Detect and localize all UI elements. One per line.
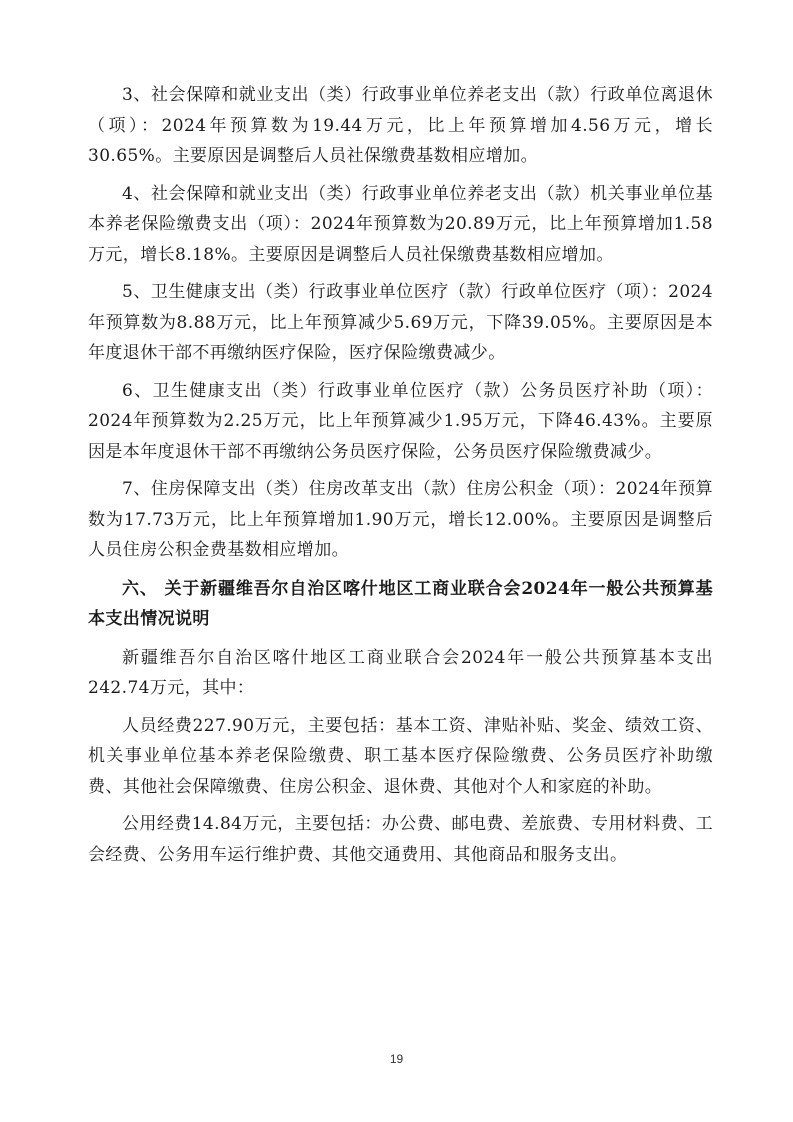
paragraph-public-costs: 公用经费14.84万元，主要包括：办公费、邮电费、差旅费、专用材料费、工会经费、公务用车运行维护费、其他交通费用、其他商品和服务支出。 [88,814,713,865]
paragraph-item-4: 4、社会保障和就业支出（类）行政事业单位养老支出（款）机关事业单位基本养老保险缴费支出（项）：2024年预算数为20.89万元，比上年预算增加1.58万元，增长8.18%。主要原因是调整后人员社保缴费基数相应增加。 [88,183,713,265]
paragraph-item-6: 6、卫生健康支出（类）行政事业单位医疗（款）公务员医疗补助（项）：2024年预算数为2.25万元，比上年预算减少1.95万元，下降46.43%。主要原因是本年度退休干部不再缴纳公务员医疗保险，公务员医疗保险缴费减少。 [88,380,713,462]
page-number: 19 [389,1052,404,1066]
section-heading: 六、 关于新疆维吾尔自治区喀什地区工商业联合会2024年一般公共预算基本支出情况说明 [88,578,713,629]
document-page [88,80,713,870]
paragraph-item-5: 5、卫生健康支出（类）行政事业单位医疗（款）行政单位医疗（项）：2024年预算数为8.88万元，比上年预算减少5.69万元，下降39.05%。主要原因是本年度退休干部不再缴纳医疗保险，医疗保险缴费减少。 [88,282,713,363]
paragraph-item-7: 7、住房保障支出（类）住房改革支出（款）住房公积金（项）：2024年预算数为17.73万元，比上年预算增加1.90万元，增长12.00%。主要原因是调整后人员住房公积金费基数相应增加。 [88,479,713,560]
paragraph-basic-expenditure: 新疆维吾尔自治区喀什地区工商业联合会2024年一般公共预算基本支出242.74万元，其中： [88,647,713,698]
paragraph-personnel-costs: 人员经费227.90万元，主要包括：基本工资、津贴补贴、奖金、绩效工资、机关事业单位基本养老保险缴费、职工基本医疗保险缴费、公务员医疗补助缴费、其他社会保障缴费、住房公积金、退休费、其他对个人和家庭的补助。 [88,715,713,797]
paragraph-item-3: 3、社会保障和就业支出（类）行政事业单位养老支出（款）行政单位离退休（项）：2024年预算数为19.44万元，比上年预算增加4.56万元，增长30.65%。主要原因是调整后人员社保缴费基数相应增加。 [88,85,713,166]
